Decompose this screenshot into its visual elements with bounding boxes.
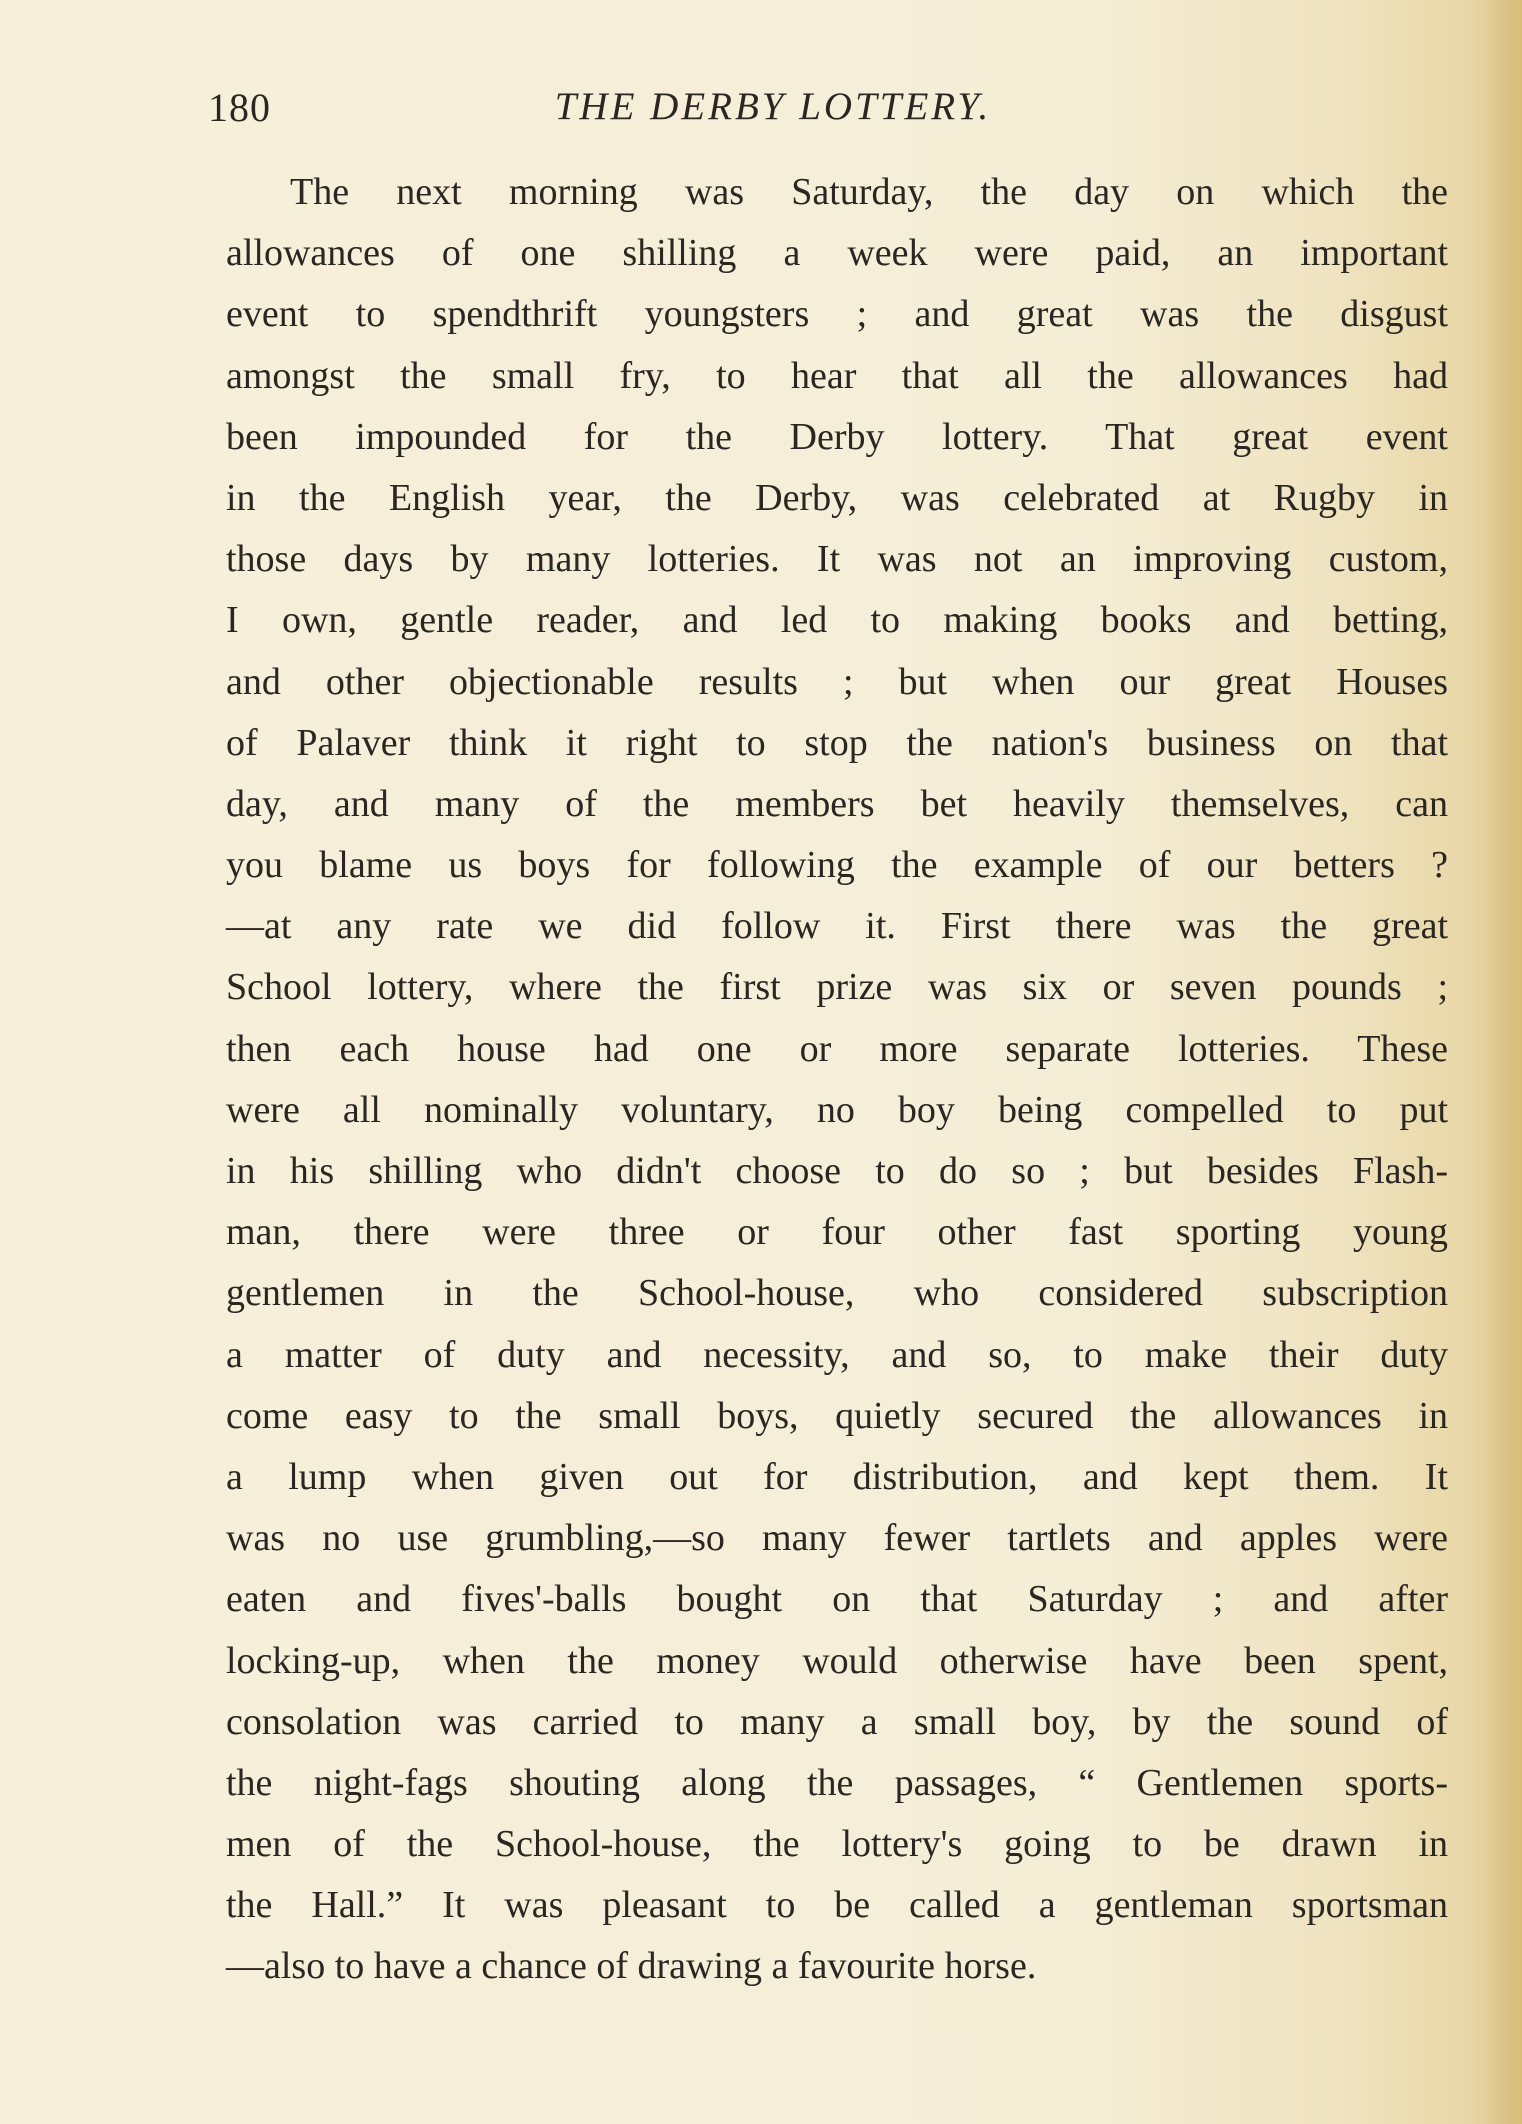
text-line: event to spendthrift youngsters ; and great was the disgust (226, 293, 1448, 336)
page-number: 180 (208, 85, 271, 130)
text-line: man, there were three or four other fast sporting young (226, 1211, 1448, 1254)
text-line: a lump when given out for distribution, and kept them. It (226, 1455, 1448, 1498)
text-line: men of the School-house, the lottery's going to be drawn in (226, 1823, 1448, 1866)
text-line: you blame us boys for following the example of our betters ? (226, 844, 1448, 887)
text-line: those days by many lotteries. It was not an improving custom, (226, 538, 1448, 581)
text-line: eaten and fives'-balls bought on that Saturday ; and after (226, 1578, 1448, 1621)
text-line: a matter of duty and necessity, and so, to make their duty (226, 1333, 1448, 1376)
running-head (208, 84, 1298, 134)
text-line: then each house had one or more separate lotteries. These (226, 1027, 1448, 1070)
text-line: been impounded for the Derby lottery. That great event (226, 415, 1448, 458)
text-line: consolation was carried to many a small boy, by the sound of (226, 1700, 1448, 1743)
text-line: I own, gentle reader, and led to making books and betting, (226, 599, 1448, 642)
text-line: School lottery, where the first prize was six or seven pounds ; (226, 966, 1448, 1009)
text-line: in the English year, the Derby, was celebrated at Rugby in (226, 476, 1448, 519)
text-line: gentlemen in the School-house, who considered subscription (226, 1272, 1448, 1315)
text-line: allowances of one shilling a week were paid, an important (226, 232, 1448, 275)
text-line: locking-up, when the money would otherwise have been spent, (226, 1639, 1448, 1682)
text-line: the Hall.” It was pleasant to be called a gentleman sportsman (226, 1884, 1448, 1927)
text-line: come easy to the small boys, quietly secured the allowances in (226, 1394, 1448, 1437)
text-line: and other objectionable results ; but when our great Houses (226, 660, 1448, 703)
body-text (226, 162, 1448, 1998)
text-line: was no use grumbling,—so many fewer tartlets and apples were (226, 1517, 1448, 1560)
text-line: amongst the small fry, to hear that all the allowances had (226, 354, 1448, 397)
text-line: in his shilling who didn't choose to do so ; but besides Flash- (226, 1150, 1448, 1192)
text-line: were all nominally voluntary, no boy being compelled to put (226, 1088, 1448, 1131)
text-line: day, and many of the members bet heavily themselves, can (226, 782, 1448, 825)
text-line: of Palaver think it right to stop the nation's business on that (226, 721, 1448, 764)
text-line: The next morning was Saturday, the day on which the (290, 171, 1448, 213)
text-line: —also to have a chance of drawing a favourite horse. (226, 1945, 1037, 1988)
text-line: the night-fags shouting along the passages, “ Gentlemen sports- (226, 1761, 1448, 1804)
page-edge-shadow (1482, 0, 1522, 2124)
text-line: —at any rate we did follow it. First there was the great (226, 905, 1448, 948)
running-head-title: THE DERBY LOTTERY. (554, 85, 992, 128)
